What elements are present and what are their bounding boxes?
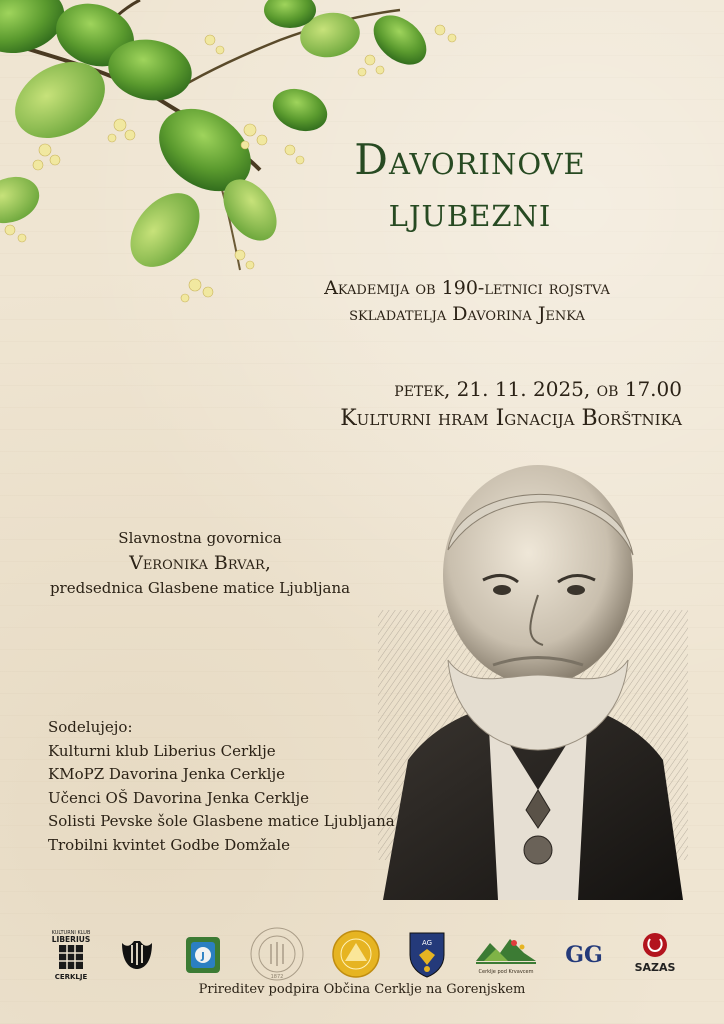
speaker-position: predsednica Glasbene matice Ljubljana <box>49 579 351 597</box>
subtitle-line-1: Akademija ob 190-letnici rojstva <box>324 277 610 299</box>
participant-item: Učenci OŠ Davorina Jenka Cerklje <box>48 788 309 807</box>
liberius-name-text: LIBERIUS <box>51 935 91 944</box>
event-title <box>260 134 680 238</box>
subtitle-line-2: skladatelja Davorina Jenka <box>349 303 585 325</box>
speaker-block <box>40 526 360 601</box>
liberius-top-text: KULTURNI KLUB <box>51 930 91 936</box>
sazas-text: SAZAS <box>634 961 676 974</box>
event-venue: Kulturni hram Ignacija Borštnika <box>340 406 682 431</box>
title-line-2: ljubezni <box>388 187 552 236</box>
footer-sponsor-text: Prireditev podpira Občina Cerklje na Gorenjskem <box>198 982 526 997</box>
gg-logo <box>564 924 604 984</box>
title-line-1: Davorinove <box>354 135 586 184</box>
liberius-logo-mark <box>50 926 92 982</box>
event-datetime <box>222 374 682 434</box>
svg-text:J: J <box>200 951 205 962</box>
sponsor-logos <box>50 924 680 984</box>
participant-item: KMoPZ Davorina Jenka Cerklje <box>48 765 285 783</box>
speaker-name: Veronika Brvar, <box>129 552 271 574</box>
participants-block <box>48 716 395 857</box>
speaker-role: Slavnostna govornica <box>118 529 282 547</box>
glasbena-matica-seal <box>249 924 305 984</box>
liberius-logo <box>50 924 92 984</box>
school-logo <box>183 924 223 984</box>
participant-item: Kulturni klub Liberius Cerklje <box>48 741 276 760</box>
portrait-illustration <box>378 460 688 900</box>
coat-of-arms <box>407 924 447 984</box>
gg-text: GG <box>564 942 603 968</box>
participant-item: Solisti Pevske šole Glasbene matice Ljubljana <box>48 812 395 830</box>
sazas-logo <box>630 924 680 984</box>
participant-item: Trobilni kvintet Godbe Domžale <box>48 835 291 854</box>
gold-medallion-logo <box>331 924 381 984</box>
liberius-bottom-text: CERKLJE <box>54 973 88 981</box>
gm-year: 1872 <box>270 974 284 980</box>
ag-text: AG <box>422 939 433 947</box>
lyre-icon <box>118 924 156 984</box>
event-subtitle <box>252 275 682 327</box>
event-date: petek, 21. 11. 2025, ob 17.00 <box>394 377 682 401</box>
cerklje-caption: Cerklje pod Krvavcem <box>478 969 533 975</box>
cerklje-logo <box>474 924 538 984</box>
participants-heading: Sodelujejo: <box>48 718 133 736</box>
